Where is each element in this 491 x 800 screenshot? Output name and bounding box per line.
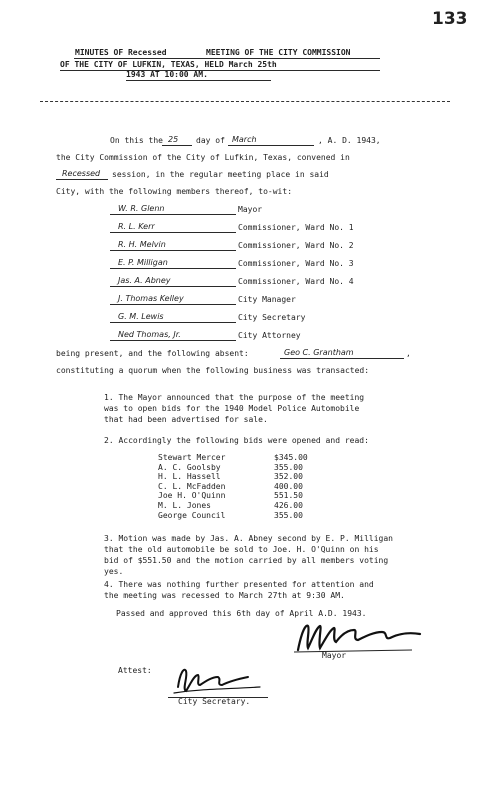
member-name: J. Thomas Kelley [118,294,184,303]
header-underline-3 [126,80,271,81]
member-underline [110,250,236,251]
absent-post: , [406,349,411,358]
intro-line3-post: session, in the regular meeting place in said [112,170,329,179]
header-line1-right: MEETING OF THE CITY COMMISSION [206,48,351,57]
absent-line2: constituting a quorum when the following business was transacted: [56,366,370,375]
bid-row [158,511,314,521]
member-name: Ned Thomas, Jr. [118,330,181,339]
bid-row [158,501,314,511]
intro-line1-mid: day of [196,136,225,145]
mayor-label: Mayor [322,651,347,660]
bid-amount: 426.00 [274,500,303,510]
header-underline-2 [60,70,380,71]
bid-amount: 352.00 [274,472,303,482]
approval-line: Passed and approved this 6th day of April A.D. 1943. [116,609,367,618]
bidder-name: Joe H. O'Quinn [158,491,226,501]
bid-row [158,482,314,492]
bid-amount: 355.00 [274,462,303,472]
mayor-signature [292,620,430,658]
member-title: Commissioner, Ward No. 2 [238,241,354,250]
item3-line: that the old automobile be sold to Joe. H. O'Quinn on his [104,545,379,554]
member-underline [110,286,236,287]
member-name: R. L. Kerr [118,222,155,231]
secretary-signature [168,663,268,701]
member-name: W. R. Glenn [118,204,165,213]
bid-row [158,472,314,482]
item1-line: 1. The Mayor announced that the purpose of the meeting [104,393,365,402]
member-underline [110,340,236,341]
bidder-name: A. C. Goolsby [158,462,221,472]
member-title: Mayor [238,205,263,214]
bid-row [158,453,314,463]
item4-line: 4. There was nothing further presented for attention and [104,580,374,589]
member-name: G. M. Lewis [118,312,164,321]
month-underline [228,145,314,146]
member-title: City Manager [238,295,296,304]
absent-underline [280,358,404,359]
bidder-name: C. L. McFadden [158,481,226,491]
page-number: 133 [432,9,468,29]
member-name: E. P. Milligan [118,258,168,267]
bid-amount: 355.00 [274,510,303,520]
member-name: R. H. Melvin [118,240,166,249]
member-title: Commissioner, Ward No. 3 [238,259,354,268]
header-line3: 1943 AT 10:00 AM. [126,70,208,79]
bid-row [158,463,314,473]
bid-amount: $345.00 [274,453,308,462]
member-title: City Attorney [238,331,301,340]
session-type: Recessed [62,169,101,178]
intro-line2: the City Commission of the City of Lufkin, Texas, convened in [56,153,350,162]
absent-name: Geo C. Grantham [284,348,354,357]
member-underline [110,304,236,305]
absent-pre: being present, and the following absent: [56,349,249,358]
member-title: City Secretary [238,313,306,322]
member-underline [110,322,236,323]
meeting-day: 25 [168,135,179,144]
item2-line: 2. Accordingly the following bids were opened and read: [104,436,369,445]
member-title: Commissioner, Ward No. 1 [238,223,354,232]
bidder-name: Stewart Mercer [158,453,226,462]
bid-row [158,491,314,501]
header-line1-left: MINUTES OF Recessed [75,48,167,57]
header-line2: OF THE CITY OF LUFKIN, TEXAS, HELD March 25th [60,60,277,69]
intro-line1-pre: On this the [110,136,163,145]
header-underline-1 [74,58,380,59]
item3-line: 3. Motion was made by Jas. A. Abney second by E. P. Milligan [104,534,393,543]
bidder-name: George Council [158,510,226,520]
member-underline [110,232,236,233]
member-title: Commissioner, Ward No. 4 [238,277,354,286]
item4-line: the meeting was recessed to March 27th at 9:30 AM. [104,591,345,600]
bidder-name: H. L. Hassell [158,472,221,482]
bidder-name: M. L. Jones [158,500,211,510]
session-underline [56,179,108,180]
bid-amount: 551.50 [274,491,303,501]
item1-line: was to open bids for the 1940 Model Police Automobile [104,404,360,413]
item3-line: yes. [104,567,124,576]
intro-line4: City, with the following members thereof, to-wit: [56,187,293,196]
dashed-divider [40,101,450,102]
meeting-month: March [232,135,257,144]
attest-label: Attest: [118,666,152,675]
secretary-label: City Secretary. [178,697,251,706]
item3-line: bid of $551.50 and the motion carried by all members voting [104,556,389,565]
intro-line1-post: , A. D. 1943, [318,136,381,145]
bid-amount: 400.00 [274,481,303,491]
member-name: Jas. A. Abney [118,276,171,285]
item1-line: that had been advertised for sale. [104,415,268,424]
bids-list [158,453,314,520]
member-underline [110,214,236,215]
day-underline [162,145,192,146]
member-underline [110,268,236,269]
